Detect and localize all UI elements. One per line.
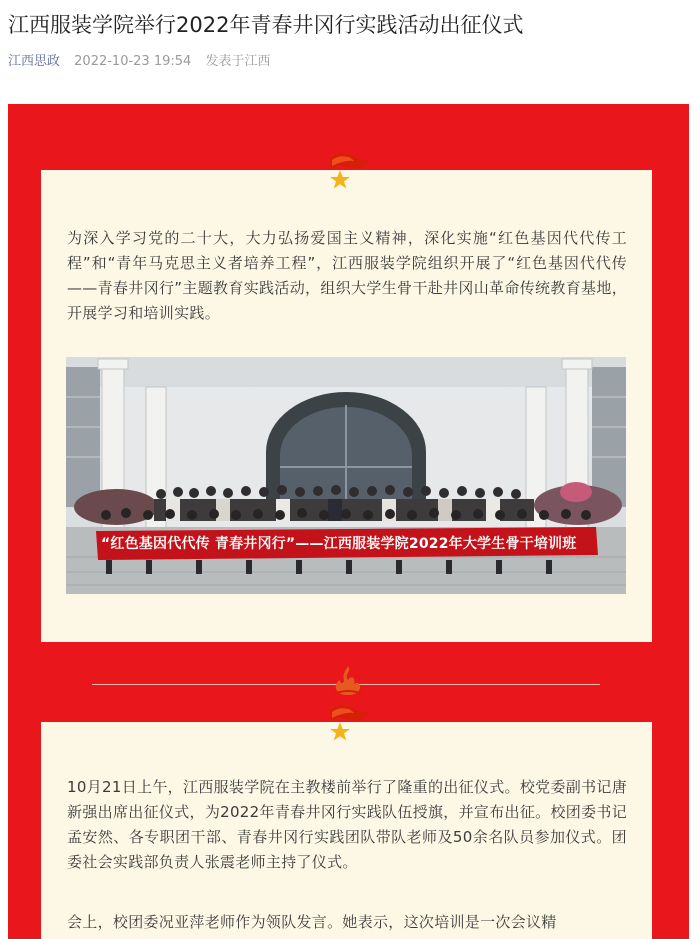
ceremony-paragraph: 10月21日上午，江西服装学院在主教楼前举行了隆重的出征仪式。校党委副书记唐新强出席出征仪式，为2022年青春井冈行实践队伍授旗，并宣布出征。校团委书记孟安然、各专职团干部、青春井冈行实践团队带队老师及50余名队员参加仪式。团委社会实践部负责人张震老师主持了仪式。 (67, 778, 627, 871)
publish-time: 2022-10-23 19:54 (74, 54, 192, 69)
group-photo-illustration (66, 357, 626, 594)
publish-location: 发表于江西 (205, 54, 271, 69)
flag-star-icon (322, 148, 372, 190)
article-meta (8, 53, 270, 71)
account-name-link[interactable]: 江西思政 (8, 54, 61, 69)
article-title: 江西服装学院举行2022年青春井冈行实践活动出征仪式 (8, 13, 524, 37)
speech-paragraph: 会上，校团委况亚萍老师作为领队发言。她表示，这次培训是一次会议精 (67, 913, 557, 931)
flag-star-icon (322, 700, 372, 742)
group-photo (66, 357, 626, 594)
intro-paragraph: 为深入学习党的二十大，大力弘扬爱国主义精神，深化实施“红色基因代代传工程”和“青年马克思主义者培养工程”，江西服装学院组织开展了“红色基因代代传——青春井冈行”主题教育实践活动，组织大学生骨干赴井冈山革命传统教育基地，开展学习和培训实践。 (67, 229, 627, 322)
photo-banner-text: “红色基因代代传 青春井冈行”——江西服装学院2022年大学生骨干培训班 (101, 536, 577, 552)
flame-ornament-icon (330, 664, 366, 698)
